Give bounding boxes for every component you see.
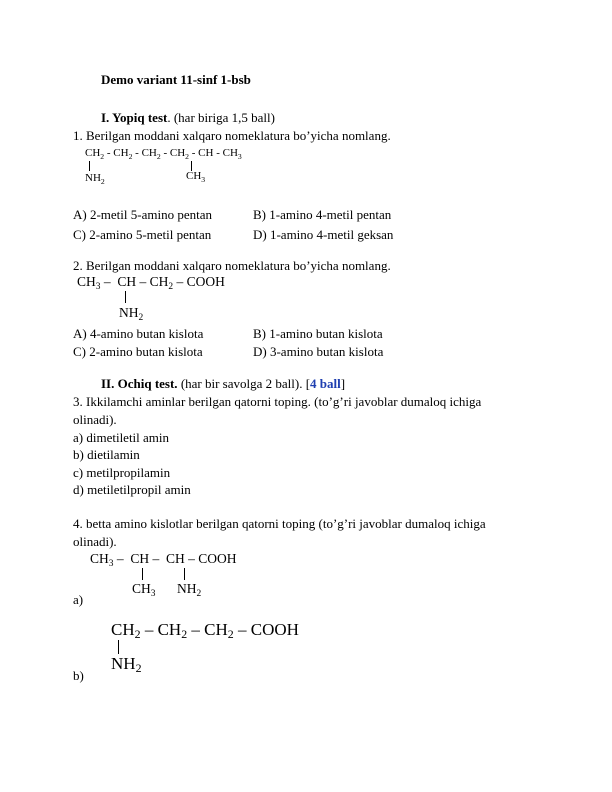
q2-formula-main: $CH_3$ – CH – $CH_2$ – COOH (77, 274, 225, 292)
q4a-bond-right (184, 568, 185, 580)
section2-points: 4 ball (310, 376, 341, 391)
q3-option-b[interactable]: b) dietilamin (73, 447, 140, 462)
q3-option-d[interactable]: d) metiletilpropil amin (73, 482, 191, 497)
section2-note: (har bir savolga 2 ball). [ (177, 376, 311, 391)
q1-formula-nh2: $NH_2$ (85, 172, 105, 186)
q3-option-c[interactable]: c) metilpropilamin (73, 465, 171, 480)
q3-text-line1: 3. Ikkilamchi aminlar berilgan qatorni toping. (to’g’ri javoblar dumaloq ichiga (73, 394, 482, 409)
section1-heading: I. Yopiq test (101, 110, 168, 125)
q4b-formula-main: $CH_2 - CH_2 - CH_2$ – COOH (111, 620, 299, 641)
q3-option-a[interactable]: a) dimetiletil amin (73, 430, 170, 445)
section2-close: ] (340, 376, 346, 391)
q1-option-d[interactable]: D) 1-amino 4-metil geksan (253, 227, 394, 242)
q1-bond-left (89, 161, 90, 171)
q1-formula-main: $CH_2 - CH_2 - CH_2 - CH_2$ - CH - $CH_3$ (85, 147, 242, 161)
q4-text-line2: olinadi). (73, 534, 117, 549)
q2-bond (125, 291, 126, 303)
q4a-formula-main: $CH_3$ – CH – CH – COOH (90, 551, 237, 569)
q3-text-line2: olinadi). (73, 412, 117, 427)
q2-option-c[interactable]: C) 2-amino butan kislota (73, 344, 203, 359)
page-title: Demo variant 11-sinf 1-bsb (101, 72, 251, 87)
section1-header (101, 110, 275, 126)
q4b-formula-nh2: $NH_2$ (111, 654, 142, 675)
q4b-bond (118, 640, 119, 654)
q2-option-a[interactable]: A) 4-amino butan kislota (73, 326, 204, 341)
q2-text: 2. Berilgan moddani xalqaro nomeklatura bo’yicha nomlang. (73, 258, 391, 273)
section1-note: . (har biriga 1,5 ball) (167, 110, 275, 125)
q2-option-b[interactable]: B) 1-amino butan kislota (253, 326, 383, 341)
q4a-formula-nh2: $NH_2$ (177, 581, 202, 599)
q4a-bond-left (142, 568, 143, 580)
q1-option-c[interactable]: C) 2-amino 5-metil pentan (73, 227, 212, 242)
q1-option-a[interactable]: A) 2-metil 5-amino pentan (73, 207, 212, 222)
q2-formula-nh2: $NH_2$ (119, 305, 144, 323)
q1-formula-ch3: $CH_3$ (186, 170, 206, 184)
q1-option-b[interactable]: B) 1-amino 4-metil pentan (253, 207, 392, 222)
section2-header (101, 376, 345, 392)
q1-text: 1. Berilgan moddani xalqaro nomeklatura bo’yicha nomlang. (73, 128, 391, 143)
section2-heading: II. Ochiq test. (101, 376, 178, 391)
q2-option-d[interactable]: D) 3-amino butan kislota (253, 344, 384, 359)
q4-text-line1: 4. betta amino kislotlar berilgan qatorni toping (to’g’ri javoblar dumaloq ichiga (73, 516, 486, 531)
q4-option-b-label[interactable]: b) (73, 668, 84, 683)
q4a-formula-ch3: $CH_3$ (132, 581, 156, 599)
q4-option-a-label[interactable]: a) (73, 592, 84, 607)
